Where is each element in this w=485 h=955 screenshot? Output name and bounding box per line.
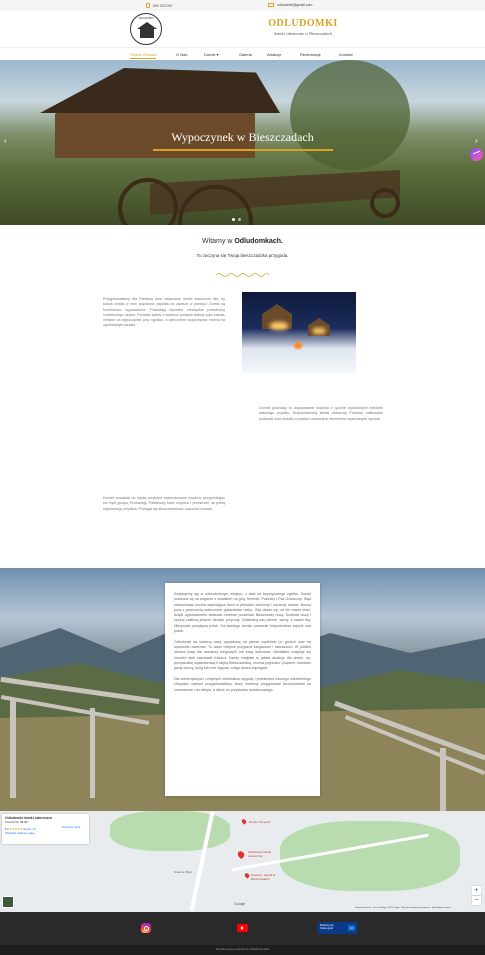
main-nav [0,47,485,60]
header [0,11,485,47]
hero-title: Wypoczynek w Bieszczadach [171,130,314,144]
fence-post [440,748,446,811]
email-address[interactable]: odludomki@gmail.com [277,3,313,7]
wave-divider-icon [216,272,269,278]
booking-score: 10 [349,926,354,930]
top-bar [0,0,485,11]
map-directions-link[interactable]: Wyznacz trasę [62,825,81,829]
messenger-icon[interactable] [470,148,483,161]
description-paragraph-2: Domek goszcząc to dopasowane wnętrza z ręcznie wykonanymi meblami własnego projektu. Niepowtarzalny klimat dostarczy Państwu hafkowane poduszki oraz dodatki w postaci ozdobnych elementów wykonanych ręcznie. [259,406,383,421]
welcome-section [0,238,485,258]
phone-number[interactable]: 692 303 007 [153,3,173,8]
youtube-icon[interactable] [237,924,248,932]
logo-text: ODLUDOMKI [138,17,154,20]
zoom-out-button[interactable]: − [472,896,481,905]
map-main-pin-icon[interactable] [236,850,245,859]
photo-window-light [270,322,288,330]
rating-stars-icon: ★★★★★ [9,827,23,831]
logo[interactable] [130,13,162,45]
welcome-heading-strong: Odludomkach. [234,238,283,245]
booking-title: Booking.com [320,923,334,927]
phone-contact[interactable] [146,3,172,8]
map-card-title: Odludomki domki całoroczne [5,816,53,820]
booking-badge[interactable] [318,922,357,934]
satellite-toggle[interactable] [2,896,14,908]
phone-icon [146,3,150,8]
nav-item-contact[interactable]: Kontakt [339,51,353,57]
nav-item-home[interactable]: Strona Główna [130,51,157,57]
location-info-card [165,583,320,796]
nav-item-reservations[interactable]: Rezerwacje [300,51,321,57]
map-attribution[interactable]: Skróty klawiszowe · Dane do Mapy ©2023 Google · Warunki korzystania z programu · Zgłoś błąd w mapach [355,907,451,909]
logo-roof-shape [137,22,157,29]
map-label-smerek: Domki "Smerek" [249,820,271,824]
photo-campfire [294,342,302,349]
zoom-in-button[interactable]: + [472,886,481,895]
map-label-smerek-wies: Smerek Wieś [174,870,192,874]
fence-post [10,698,16,798]
welcome-subtitle: Tu zaczyna się Twoja bieszczadzka przygoda. [196,253,289,258]
map-label-odludomki: Odludomki domki całoroczne [248,850,272,858]
map-place-card [2,814,89,844]
google-logo: Google [234,902,246,906]
description-paragraph-1: Przygotowaliśmy dla Państwa dwa luksusowe domki stworzone tak, by każda chwila w nich spędzona zapadła na zawsze w pamięci. Domki są komfortowo wyposażone. Posiadają wszelkie niezbędne przedmioty codziennego użytku. Ponadto każdy z domków posiada własny plac zabaw, miejsce na wypoczynek przy ognisku, a wieczorem wypoczywać można na ogrzewanym tarasie. [103,297,225,328]
slider-next-arrow-icon[interactable]: › [475,136,478,145]
location-paragraph-1: Znajdujemy się w odosobnionym miejscu, z dala od turystycznego zgiełku. Domki położone są na wzgórzu z widokiem na góry Smerek, Połoniny i Pas Graniczny. Stąd obserwować można zapierające dech w piersiach wschody i zachody słońca. Nocną porą z pewnością uwiecznicie gwiaździste niebo. Gdy okaże się, że nie macie dość, dzięki ogrzewanemu tarasowi możecie podziwiać Bieszczady nocą. Dookoła ciszę i spokój zakłócą jedynie dźwięki przyrody. Odwiedzą nas jelenie, sarny, a nawet lisy. Nieopodal przepływa potok. Od każdego domku prowadzi bezpośrednie zejście nad potok. [174,592,311,634]
nav-item-gallery[interactable]: Galeria [239,51,252,57]
welcome-heading [0,238,485,245]
map-larger-link[interactable]: Wyświetl większą mapę [5,831,35,835]
nav-item-domki-label: Domki [204,51,216,57]
slider-dot[interactable] [238,218,241,221]
nav-item-about[interactable]: O Nas [176,51,188,57]
slider-dots [232,218,252,222]
map-card-address: Smerek 5a, 38-607 [5,820,29,824]
map-reviews-link[interactable]: Opinie: 14 [23,827,36,831]
map-pin-icon[interactable] [244,872,250,878]
map-rating: 5.0 [5,827,9,831]
map-label-smerek-domki: Smerek - domki w Bieszczadach [251,873,276,881]
brand-subtitle: domki całoroczne w Bieszczadach [274,31,332,36]
copyright: Wszelkie prawa zastrzeżone, Odludomki 2023 [0,945,485,955]
brand [228,18,378,36]
fence-post [90,708,95,798]
hero-tree-shape [290,60,410,170]
location-paragraph-3: Dla komercjalnych i chętnych miłośników wygody i przestrzeni naszego wieloletniego chłopaka również przygotowaliśmy, który możemy przygotować bezpośrednio na zamówienie i do sklepu, a także do przystanku autobusowego. [174,677,311,692]
winter-house-photo [242,292,356,373]
mail-icon [268,3,274,7]
nav-item-domki[interactable] [204,52,218,57]
map-pin-icon[interactable] [241,818,247,824]
description-paragraph-3: Domek prowadzi do ciepła przytulne zaaranżowane wnętrza, przyjeżdżając na myśl gorącą Prowansję. Pastelowy kolor wnętrza i przestrzeń na pełną regenerację zmysłów. Pomaga się skoncentrować i uspokoić emocje. [103,496,225,511]
slider-prev-arrow-icon[interactable]: ‹ [4,136,7,145]
photo-window-light [313,328,325,334]
brand-title: ODLUDOMKI [268,18,338,29]
instagram-icon[interactable] [141,923,151,933]
email-contact[interactable] [268,3,312,7]
location-paragraph-2: Odludomki są świetną bazą wypadową na piesze wędrówki po górach oraz na wycieczki rowerowe. To także miejsce przyjazne biegaczom i narciarzom. W pobliżu idealne trasy dla narciarzy biegowych lub trasy skiturowe. Niedaleko znajduje się również stok narciarski Kalnica. Każdy znajdzie tu jakieś atrakcje dla siebie, np. przejażdżkę wąskotorową Kolejką Bieszczadzką, można pojeździć Quadem, zamówić jazdę konną, kulig lub inne zajęcia, czego dusza zapragnie. [174,639,311,671]
welcome-heading-prefix: Witamy w [202,238,235,245]
chevron-down-icon: ▾ [216,51,219,57]
logo-house-shape [140,29,154,38]
hero-wheel-shape [370,188,400,218]
hero-underline [153,149,333,151]
nav-item-attractions[interactable]: Atrakcje [267,51,282,57]
slider-dot[interactable] [232,218,235,221]
booking-subtitle: Opinie gości [320,926,334,930]
hero-roof-shape [40,68,280,113]
